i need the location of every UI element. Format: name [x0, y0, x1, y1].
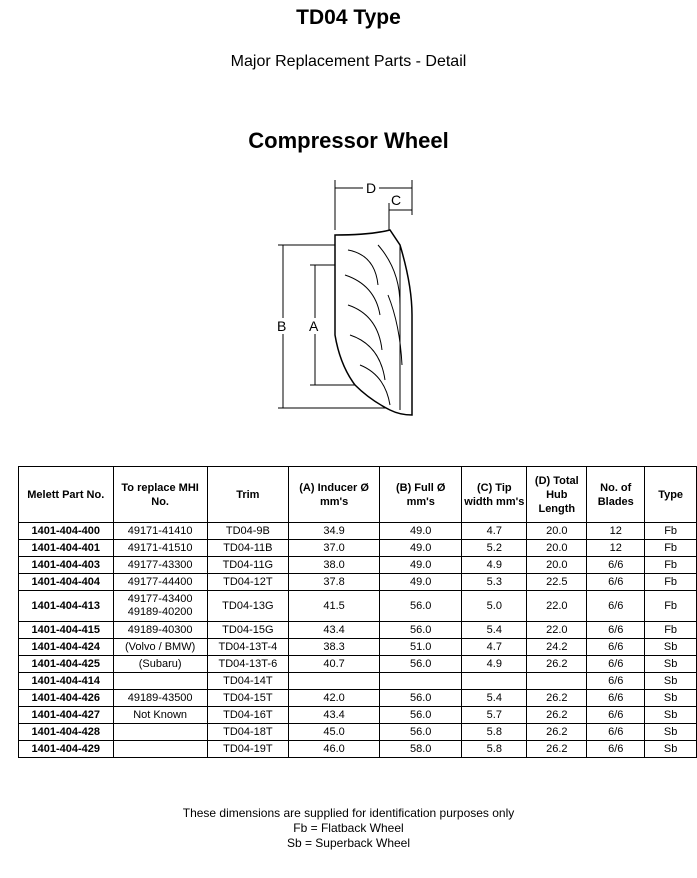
cell-b: 49.0: [380, 540, 462, 557]
cell-mhi: [113, 741, 207, 758]
note-flatback: Fb = Flatback Wheel: [293, 821, 404, 835]
mhi-number: (Volvo / BMW): [124, 641, 196, 653]
mhi-number: 49177-44400: [127, 576, 193, 588]
table-row: [19, 591, 697, 622]
cell-d: 22.0: [527, 622, 587, 639]
table-row: [19, 707, 697, 724]
cell-b: 49.0: [380, 557, 462, 574]
cell-type: Fb: [645, 540, 697, 557]
cell-d: [527, 673, 587, 690]
mhi-number: 49171-41510: [127, 542, 193, 554]
cell-trim: TD04-15T: [207, 690, 288, 707]
cell-mhi: [113, 523, 207, 540]
cell-c: 5.2: [462, 540, 527, 557]
cell-trim: TD04-11B: [207, 540, 288, 557]
cell-c: 5.4: [462, 690, 527, 707]
cell-d: 26.2: [527, 741, 587, 758]
cell-part: 1401-404-404: [19, 574, 114, 591]
mhi-number: 49189-40300: [127, 624, 193, 636]
column-header: (D) Total Hub Length: [527, 467, 587, 523]
cell-type: Sb: [645, 673, 697, 690]
cell-blades: 6/6: [587, 639, 645, 656]
cell-c: [462, 673, 527, 690]
label-d: D: [366, 180, 377, 196]
mhi-number: (Subaru): [138, 658, 182, 670]
cell-a: 43.4: [288, 707, 379, 724]
cell-a: 38.0: [288, 557, 379, 574]
mhi-number: Not Known: [133, 709, 188, 721]
cell-blades: 6/6: [587, 656, 645, 673]
cell-c: 5.0: [462, 591, 527, 622]
label-b: B: [277, 318, 287, 334]
page-subtitle: Major Replacement Parts - Detail: [230, 53, 467, 70]
cell-b: 56.0: [380, 656, 462, 673]
cell-b: 56.0: [380, 591, 462, 622]
footnotes: [0, 806, 697, 851]
cell-type: Sb: [645, 741, 697, 758]
cell-mhi: [113, 574, 207, 591]
table-row: [19, 639, 697, 656]
cell-trim: TD04-13T-6: [207, 656, 288, 673]
cell-a: 37.8: [288, 574, 379, 591]
cell-b: 49.0: [380, 523, 462, 540]
cell-blades: 6/6: [587, 741, 645, 758]
cell-d: 20.0: [527, 557, 587, 574]
cell-part: 1401-404-425: [19, 656, 114, 673]
cell-type: Fb: [645, 574, 697, 591]
column-header: (C) Tip width mm's: [462, 467, 527, 523]
cell-c: 4.9: [462, 656, 527, 673]
cell-c: 5.8: [462, 724, 527, 741]
column-header: Melett Part No.: [19, 467, 114, 523]
cell-c: 4.9: [462, 557, 527, 574]
cell-mhi: [113, 622, 207, 639]
column-header: Type: [645, 467, 697, 523]
mhi-number: 49177-43300: [127, 559, 193, 571]
cell-mhi: [113, 540, 207, 557]
cell-a: 42.0: [288, 690, 379, 707]
column-header: (B) Full Ø mm's: [380, 467, 462, 523]
cell-part: 1401-404-413: [19, 591, 114, 622]
cell-mhi: [113, 591, 207, 622]
cell-trim: TD04-14T: [207, 673, 288, 690]
column-header: No. of Blades: [587, 467, 645, 523]
page-title: TD04 Type: [296, 6, 401, 29]
cell-blades: 6/6: [587, 690, 645, 707]
compressor-wheel-diagram: [260, 175, 430, 425]
cell-d: 24.2: [527, 639, 587, 656]
cell-a: 43.4: [288, 622, 379, 639]
cell-d: 20.0: [527, 523, 587, 540]
cell-trim: TD04-13G: [207, 591, 288, 622]
cell-b: 56.0: [380, 690, 462, 707]
compressor-wheel-table: [18, 466, 697, 758]
cell-part: 1401-404-427: [19, 707, 114, 724]
table-row: [19, 622, 697, 639]
cell-type: Sb: [645, 690, 697, 707]
cell-blades: 12: [587, 540, 645, 557]
cell-part: 1401-404-403: [19, 557, 114, 574]
cell-b: 58.0: [380, 741, 462, 758]
section-title: Compressor Wheel: [248, 128, 449, 153]
cell-a: [288, 673, 379, 690]
cell-mhi: [113, 639, 207, 656]
cell-a: 41.5: [288, 591, 379, 622]
cell-d: 26.2: [527, 656, 587, 673]
mhi-number: 49189-43500: [127, 692, 193, 704]
cell-c: 5.7: [462, 707, 527, 724]
cell-blades: 6/6: [587, 724, 645, 741]
mhi-number: 49171-41410: [127, 525, 193, 537]
cell-d: 22.5: [527, 574, 587, 591]
cell-type: Sb: [645, 707, 697, 724]
cell-trim: TD04-18T: [207, 724, 288, 741]
cell-type: Fb: [645, 591, 697, 622]
cell-part: 1401-404-401: [19, 540, 114, 557]
cell-trim: TD04-15G: [207, 622, 288, 639]
cell-blades: 6/6: [587, 673, 645, 690]
table-row: [19, 574, 697, 591]
cell-c: 4.7: [462, 639, 527, 656]
cell-trim: TD04-13T-4: [207, 639, 288, 656]
cell-part: 1401-404-426: [19, 690, 114, 707]
cell-mhi: [113, 673, 207, 690]
table-row: [19, 557, 697, 574]
cell-trim: TD04-9B: [207, 523, 288, 540]
cell-b: [380, 673, 462, 690]
table-row: [19, 741, 697, 758]
cell-b: 56.0: [380, 724, 462, 741]
cell-part: 1401-404-415: [19, 622, 114, 639]
cell-b: 49.0: [380, 574, 462, 591]
note-identification: These dimensions are supplied for identification purposes only: [182, 806, 515, 820]
cell-a: 45.0: [288, 724, 379, 741]
cell-c: 4.7: [462, 523, 527, 540]
cell-d: 22.0: [527, 591, 587, 622]
cell-c: 5.8: [462, 741, 527, 758]
cell-blades: 6/6: [587, 622, 645, 639]
cell-part: 1401-404-424: [19, 639, 114, 656]
table-row: [19, 523, 697, 540]
cell-type: Fb: [645, 622, 697, 639]
label-c: C: [391, 192, 402, 208]
cell-part: 1401-404-428: [19, 724, 114, 741]
cell-mhi: [113, 656, 207, 673]
cell-blades: 6/6: [587, 591, 645, 622]
cell-trim: TD04-11G: [207, 557, 288, 574]
cell-type: Fb: [645, 557, 697, 574]
cell-c: 5.3: [462, 574, 527, 591]
cell-blades: 12: [587, 523, 645, 540]
cell-b: 56.0: [380, 622, 462, 639]
cell-part: 1401-404-400: [19, 523, 114, 540]
cell-a: 46.0: [288, 741, 379, 758]
cell-trim: TD04-19T: [207, 741, 288, 758]
cell-b: 51.0: [380, 639, 462, 656]
table-row: [19, 690, 697, 707]
cell-d: 26.2: [527, 690, 587, 707]
note-superback: Sb = Superback Wheel: [286, 836, 411, 850]
column-header: Trim: [207, 467, 288, 523]
cell-part: 1401-404-429: [19, 741, 114, 758]
cell-part: 1401-404-414: [19, 673, 114, 690]
cell-a: 37.0: [288, 540, 379, 557]
cell-blades: 6/6: [587, 557, 645, 574]
cell-blades: 6/6: [587, 574, 645, 591]
cell-c: 5.4: [462, 622, 527, 639]
cell-mhi: [113, 724, 207, 741]
mhi-number: 49177-43400: [127, 593, 193, 605]
table-row: [19, 724, 697, 741]
cell-a: 34.9: [288, 523, 379, 540]
column-header: To replace MHI No.: [113, 467, 207, 523]
cell-type: Sb: [645, 639, 697, 656]
table-row: [19, 540, 697, 557]
cell-d: 26.2: [527, 724, 587, 741]
cell-d: 26.2: [527, 707, 587, 724]
cell-type: Sb: [645, 724, 697, 741]
cell-a: 40.7: [288, 656, 379, 673]
cell-d: 20.0: [527, 540, 587, 557]
cell-a: 38.3: [288, 639, 379, 656]
mhi-number: 49189-40200: [127, 606, 193, 618]
label-a: A: [309, 318, 319, 334]
cell-mhi: [113, 690, 207, 707]
cell-mhi: [113, 707, 207, 724]
cell-b: 56.0: [380, 707, 462, 724]
cell-mhi: [113, 557, 207, 574]
cell-type: Sb: [645, 656, 697, 673]
cell-trim: TD04-12T: [207, 574, 288, 591]
table-row: [19, 673, 697, 690]
column-header: (A) Inducer Ø mm's: [288, 467, 379, 523]
cell-type: Fb: [645, 523, 697, 540]
table-row: [19, 656, 697, 673]
cell-trim: TD04-16T: [207, 707, 288, 724]
cell-blades: 6/6: [587, 707, 645, 724]
